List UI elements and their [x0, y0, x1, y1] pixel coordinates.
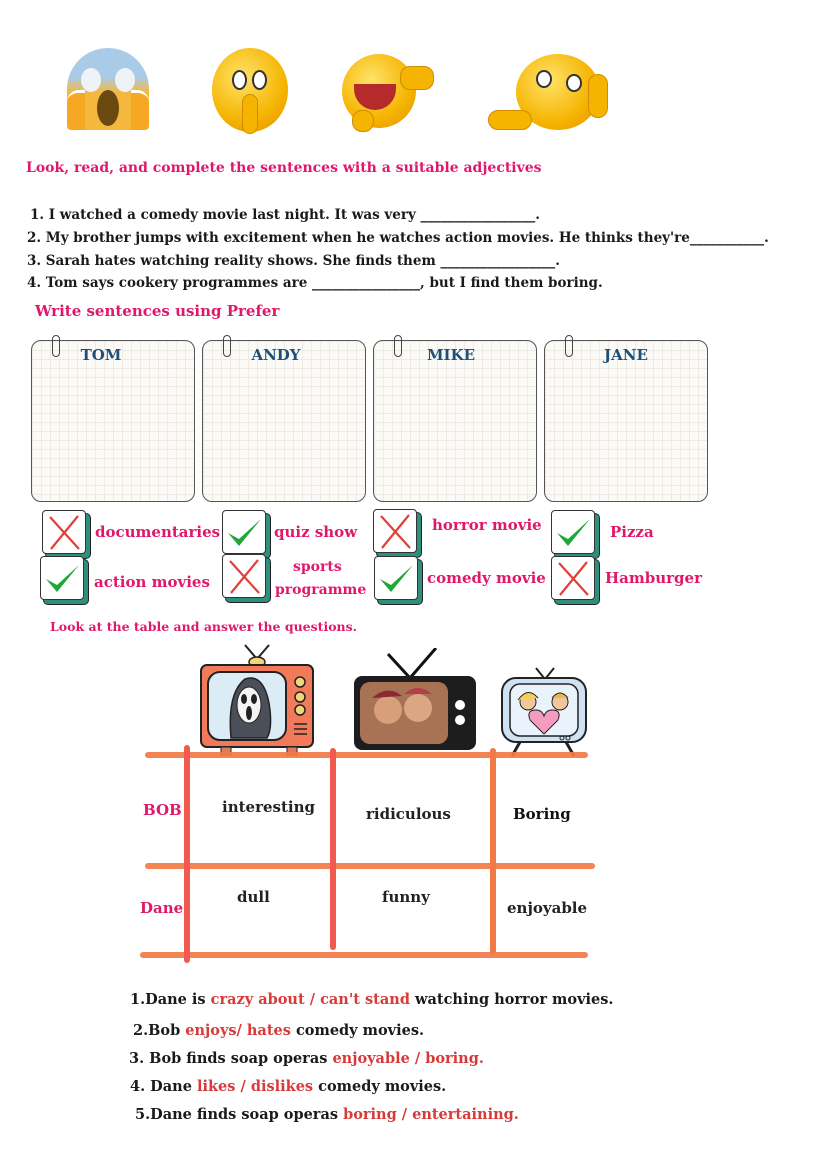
check-icon — [225, 513, 263, 551]
check-box — [374, 556, 418, 600]
table-cell: dull — [237, 888, 270, 906]
table-cell: enjoyable — [507, 899, 588, 917]
pref-documentaries: documentaries — [95, 523, 221, 541]
pref-comedy-movie: comedy movie — [427, 569, 546, 587]
comedy-tv-icon — [352, 648, 478, 752]
question-1 — [130, 991, 613, 1008]
table-line — [145, 863, 595, 869]
check-box — [551, 510, 595, 554]
note-card-tom[interactable] — [31, 340, 195, 502]
question-text: comedy movies. — [313, 1078, 447, 1095]
question-text: 5.Dane finds soap operas — [135, 1106, 344, 1123]
excited-face-icon — [212, 48, 288, 132]
sentence-1: 1. I watched a comedy movie last night. It was very _________________. — [30, 207, 540, 223]
table-line — [145, 752, 588, 758]
section2-title: Write sentences using Prefer — [35, 302, 280, 320]
section1-title: Look, read, and complete the sentences with a suitable adjectives — [26, 160, 542, 176]
question-options[interactable]: enjoyable / boring. — [332, 1050, 484, 1067]
question-text: comedy movies. — [290, 1022, 425, 1039]
note-card-andy[interactable] — [202, 340, 366, 502]
cross-icon — [554, 559, 592, 597]
table-line — [184, 745, 190, 963]
section3-title: Look at the table and answer the questions. — [50, 619, 358, 634]
pref-quiz-show: quiz show — [274, 523, 358, 541]
table-line — [330, 748, 336, 950]
question-4 — [130, 1078, 446, 1095]
table-cell: Boring — [513, 805, 571, 823]
cross-box — [222, 554, 266, 598]
row-label-dane: Dane — [140, 899, 184, 917]
sentence-2: 2. My brother jumps with excitement when he watches action movies. He thinks they're___________. — [27, 230, 769, 246]
thinking-face-icon — [516, 54, 600, 130]
pref-hamburger: Hamburger — [605, 569, 702, 587]
check-box — [40, 556, 84, 600]
question-options[interactable]: boring / entertaining. — [343, 1106, 519, 1123]
question-5 — [135, 1106, 519, 1123]
question-options[interactable]: crazy about / can't stand — [210, 991, 410, 1008]
question-text: 1.Dane is — [130, 991, 211, 1008]
card-name: TOM — [80, 346, 122, 364]
card-name: MIKE — [426, 346, 476, 364]
cross-icon — [225, 557, 263, 595]
cross-icon — [376, 512, 414, 550]
card-name: JANE — [604, 346, 648, 364]
question-options[interactable]: enjoys/ hates — [185, 1022, 291, 1039]
table-cell: ridiculous — [366, 805, 451, 823]
card-name: ANDY — [251, 346, 301, 364]
horror-tv-icon — [199, 643, 317, 758]
table-line — [140, 952, 588, 958]
cross-box — [42, 510, 86, 554]
row-label-bob: BOB — [143, 801, 182, 819]
check-icon — [43, 559, 81, 597]
laughing-face-icon — [342, 54, 416, 128]
pref-pizza: Pizza — [610, 523, 654, 541]
question-2 — [133, 1022, 424, 1039]
question-text: 4. Dane — [130, 1078, 197, 1095]
note-card-jane[interactable] — [544, 340, 708, 502]
question-text: 2.Bob — [133, 1022, 186, 1039]
check-icon — [377, 559, 415, 597]
cross-icon — [45, 513, 83, 551]
cross-box — [551, 556, 595, 600]
sentence-3: 3. Sarah hates watching reality shows. She finds them _________________. — [27, 253, 560, 269]
question-text: 3. Bob finds soap operas — [129, 1050, 333, 1067]
screaming-face-icon — [67, 48, 149, 130]
note-card-mike[interactable] — [373, 340, 537, 502]
sentence-4: 4. Tom says cookery programmes are ________________, but I find them boring. — [27, 275, 603, 291]
pref-sports-line1: sports — [293, 559, 342, 575]
table-cell: interesting — [222, 798, 315, 816]
romance-tv-icon — [500, 664, 590, 758]
question-text: watching horror movies. — [409, 991, 614, 1008]
pref-sports-line2: programme — [275, 582, 367, 598]
check-icon — [554, 513, 592, 551]
pref-action-movies: action movies — [94, 573, 210, 591]
cross-box — [373, 509, 417, 553]
table-cell: funny — [382, 888, 430, 906]
check-box — [222, 510, 266, 554]
pref-horror-movie: horror movie — [432, 516, 542, 534]
table-line — [490, 748, 496, 954]
question-3 — [129, 1050, 484, 1067]
question-options[interactable]: likes / dislikes — [196, 1078, 314, 1095]
